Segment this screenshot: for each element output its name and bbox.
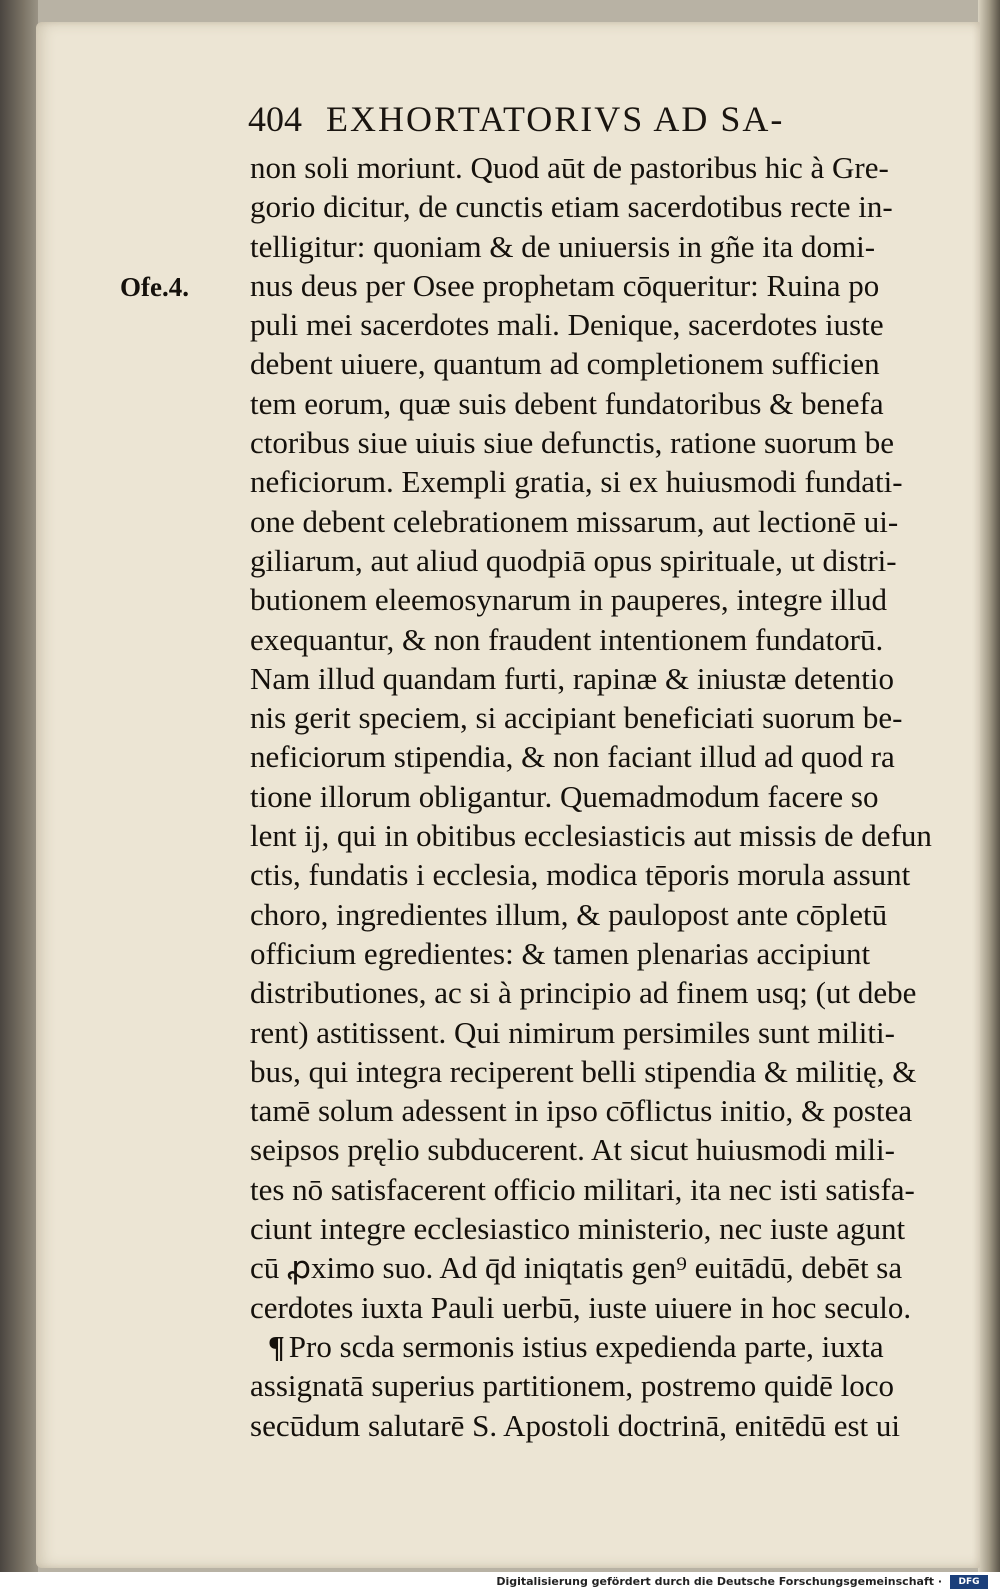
text-line-content: rent) astitissent. Qui nimirum persimiles sunt militi- <box>250 1014 895 1050</box>
text-line <box>250 187 970 226</box>
dfg-logo: DFG <box>950 1575 988 1589</box>
paragraph-mark: ¶ <box>268 1328 285 1364</box>
text-line <box>250 580 970 619</box>
text-line <box>250 1052 970 1091</box>
text-line-content: Nam illud quandam furti, rapinæ & iniustæ detentio <box>250 660 895 696</box>
marginal-reference: Ofe.4. <box>120 272 189 302</box>
text-line-content: tamē solum adessent in ipso cōflictus initio, & postea <box>250 1093 913 1129</box>
text-line-content: tione illorum obligantur. Quemadmodum facere so <box>250 778 879 814</box>
text-line-content: nus deus per Osee prophetam cōqueritur: Ruina po <box>250 267 880 303</box>
text-line-content: tes nō satisfacerent officio militari, ita nec isti satisfa- <box>250 1171 915 1207</box>
text-line-content: debent uiuere, quantum ad completionem sufficien <box>250 346 880 382</box>
funding-credit: Digitalisierung gefördert durch die Deutsche Forschungsgemeinschaft · <box>496 1575 942 1588</box>
text-line-content: puli mei sacerdotes mali. Denique, sacerdotes iuste <box>250 307 884 343</box>
text-line-content: ctis, fundatis i ecclesia, modica tēporis morula assunt <box>250 857 911 893</box>
text-line-content: ciunt integre ecclesiastico ministerio, nec iuste agunt <box>250 1211 906 1247</box>
text-line-content: neficiorum. Exempli gratia, si ex huiusmodi fundati- <box>250 464 903 500</box>
text-line <box>250 227 970 266</box>
text-line <box>250 895 970 934</box>
text-line <box>250 1170 970 1209</box>
text-line-content: giliarum, aut aliud quodpiā opus spirituale, ut distri- <box>250 542 897 578</box>
running-head <box>248 98 938 140</box>
text-line <box>250 934 970 973</box>
text-line <box>250 384 970 423</box>
text-line <box>250 541 970 580</box>
running-title: EXHORTATORIVS AD SA- <box>326 99 785 139</box>
text-line <box>250 1327 970 1366</box>
text-line-content: cerdotes iuxta Pauli uerbū, iuste uiuere in hoc seculo. <box>250 1289 912 1325</box>
text-line-content: gorio dicitur, de cunctis etiam sacerdotibus recte in- <box>250 189 893 225</box>
text-line-content: one debent celebrationem missarum, aut lectionē ui- <box>250 503 899 539</box>
text-line <box>250 1130 970 1169</box>
text-line <box>250 1406 970 1445</box>
text-line <box>250 777 970 816</box>
digitization-footer <box>0 1572 1000 1593</box>
text-line-content: exequantur, & non fraudent intentionem fundatorū. <box>250 621 884 657</box>
text-line <box>250 816 970 855</box>
text-line-content: bus, qui integra reciperent belli stipendia & militię, & <box>250 1053 917 1089</box>
text-line <box>250 344 970 383</box>
text-line <box>250 620 970 659</box>
text-line <box>250 698 970 737</box>
text-line <box>250 1248 970 1287</box>
book-fore-edge <box>978 0 1000 1572</box>
text-line-content: lent ij, qui in obitibus ecclesiasticis aut missis de defun <box>250 818 932 854</box>
text-line <box>250 305 970 344</box>
text-line-content: butionem eleemosynarum in pauperes, integre illud <box>250 582 888 618</box>
text-line-content: Pro scda sermonis istius expedienda parte, iuxta <box>288 1328 884 1364</box>
text-line <box>250 1288 970 1327</box>
text-line <box>250 502 970 541</box>
text-line-content: tem eorum, quæ suis debent fundatoribus & benefa <box>250 385 884 421</box>
text-line <box>250 1366 970 1405</box>
text-line-content: ctoribus siue uiuis siue defunctis, ratione suorum be <box>250 425 894 461</box>
text-line <box>250 659 970 698</box>
text-line-content: choro, ingredientes illum, & paulopost ante cōpletū <box>250 896 888 932</box>
text-line-content: non soli moriunt. Quod aūt de pastoribus hic à Gre- <box>250 150 889 185</box>
body-text <box>250 148 970 1445</box>
text-line <box>250 462 970 501</box>
text-line-content: assignatā superius partitionem, postremo quidē loco <box>250 1368 894 1404</box>
text-line-content: nis gerit speciem, si accipiant beneficiati suorum be- <box>250 700 903 736</box>
text-line-content: seipsos pręlio subducerent. At sicut huiusmodi mili- <box>250 1132 895 1168</box>
book-spine-edge <box>0 0 38 1572</box>
text-line <box>250 1013 970 1052</box>
text-line <box>250 1091 970 1130</box>
text-line-content: officium egredientes: & tamen plenarias accipiunt <box>250 935 871 971</box>
text-line-content: telligitur: quoniam & de uniuersis in gñe ita domi- <box>250 228 876 264</box>
text-line <box>250 855 970 894</box>
text-line <box>250 737 970 776</box>
text-line <box>250 148 970 187</box>
text-line-content: neficiorum stipendia, & non faciant illud ad quod ra <box>250 739 895 775</box>
text-line-content: secūdum salutarē S. Apostoli doctrinā, enitēdū est ui <box>250 1407 901 1443</box>
text-line <box>250 423 970 462</box>
text-line-content: cū ꝓximo suo. Ad q̄d iniqtatis gen⁹ euitādū, debēt sa <box>250 1250 903 1286</box>
text-line-content: distributiones, ac si à principio ad finem usq; (ut debe <box>250 975 917 1011</box>
text-line <box>250 266 970 305</box>
page-number: 404 <box>248 99 302 139</box>
text-line <box>250 1209 970 1248</box>
text-line <box>250 973 970 1012</box>
